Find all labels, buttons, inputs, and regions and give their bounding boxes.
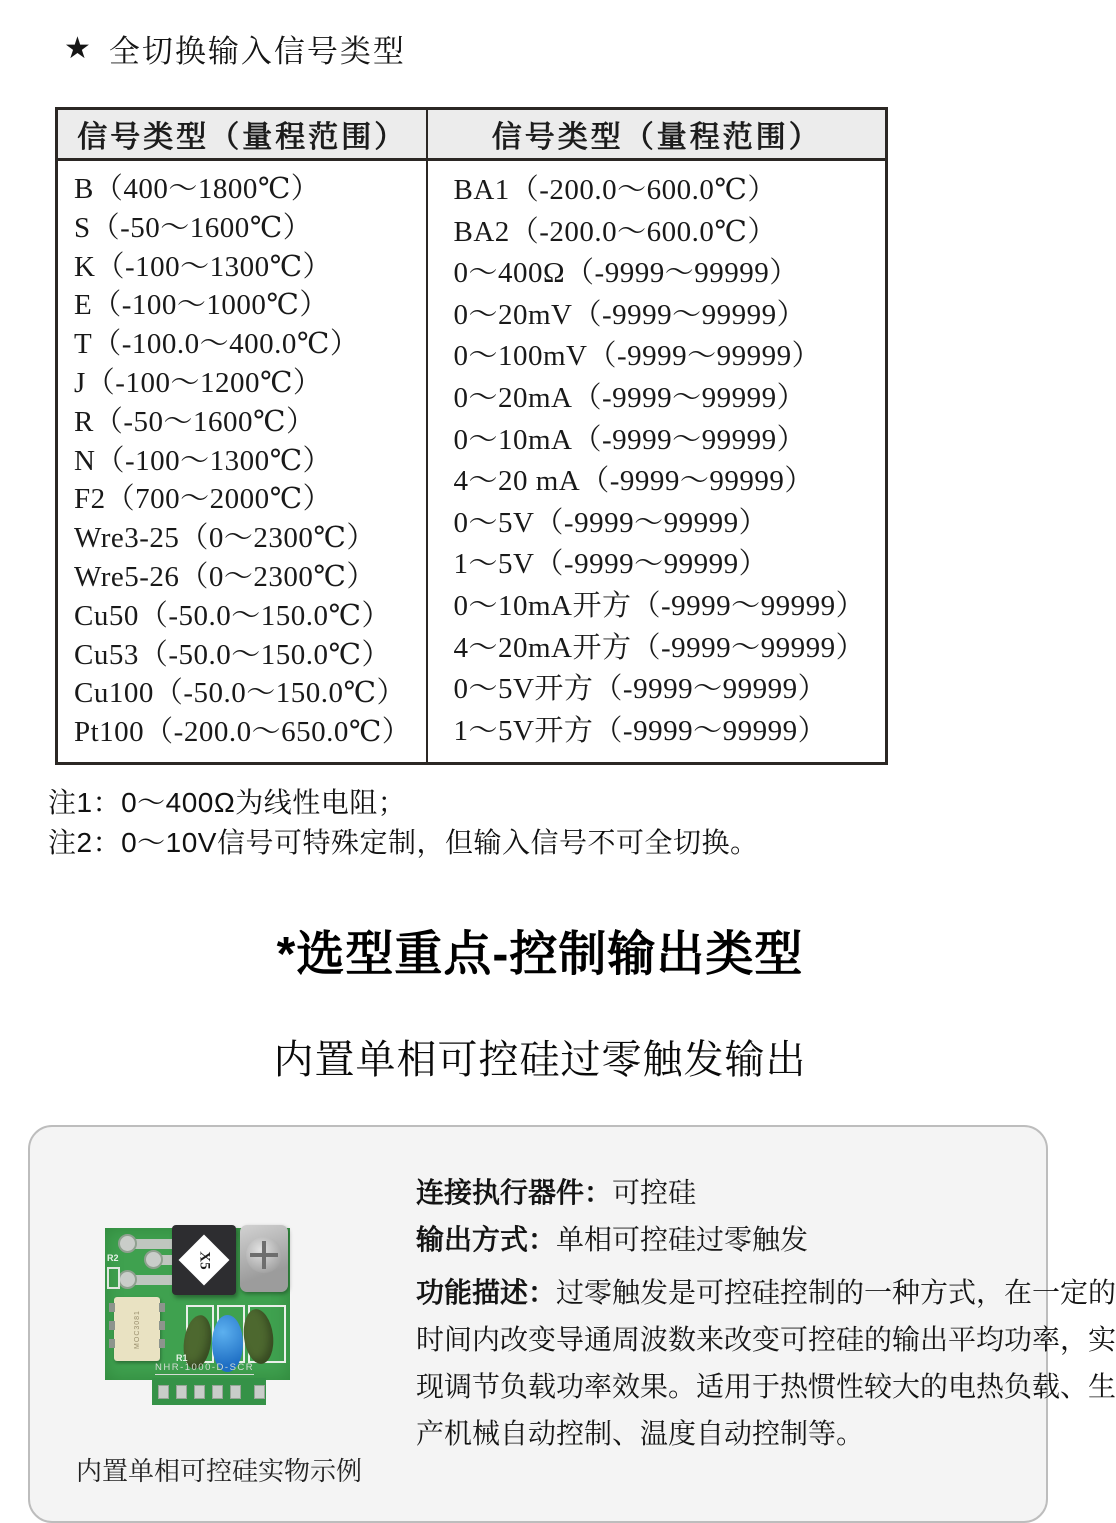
table-row: Wre3-25（0～2300℃） — [74, 522, 376, 555]
edge-pad — [194, 1385, 205, 1399]
table-row: 0～20mA（-9999～99999） — [453, 381, 807, 414]
feature-label: 功能描述： — [416, 1277, 557, 1309]
edge-pad — [212, 1385, 223, 1399]
table-row: J（-100～1200℃） — [74, 366, 323, 399]
section-heading: *选型重点-控制输出类型 — [276, 928, 804, 982]
table-row: BA1（-200.0～600.0℃） — [453, 174, 777, 206]
edge-pad — [230, 1385, 241, 1399]
table-row: 1～5V开方（-9999～99999） — [453, 714, 828, 747]
note-2: 注2：0～10V信号可特殊定制，但输入信号不可全切换。 — [48, 827, 759, 859]
signal-type-table — [55, 107, 888, 765]
table-row: Cu100（-50.0～150.0℃） — [74, 677, 406, 710]
feature-label: 连接执行器件： — [416, 1177, 613, 1209]
table-row: 4～20 mA（-9999～99999） — [453, 465, 814, 498]
table-row: 0～400Ω（-9999～99999） — [453, 257, 799, 290]
table-header-right: 信号类型（量程范围） — [428, 110, 885, 161]
feature-line — [416, 1216, 1036, 1263]
feature-label: 输出方式： — [416, 1224, 557, 1256]
table-row: Cu53（-50.0～150.0℃） — [74, 638, 391, 671]
pcb-r1-label: R1 — [176, 1353, 188, 1364]
smd-footprint — [107, 1267, 120, 1289]
table-row: 0～10mA开方（-9999～99999） — [453, 589, 866, 622]
triac-chip — [172, 1225, 236, 1295]
table-row: K（-100～1300℃） — [74, 250, 333, 283]
optocoupler-label: MOC3081 — [133, 1309, 141, 1349]
output-feature-card — [28, 1125, 1116, 1523]
table-row: S（-50～1600℃） — [74, 211, 313, 244]
table-row: 4～20mA开方（-9999～99999） — [453, 631, 866, 664]
feature-value: 过零触发是可控硅控制的一种方式，在一定的 — [556, 1277, 1116, 1309]
pcb-photo — [100, 1223, 326, 1413]
chip-pin — [159, 1321, 165, 1330]
table-row: R（-50～1600℃） — [74, 405, 316, 438]
star-icon: ★ — [64, 32, 93, 65]
pcb-model-label: NHR-1000-D-SCR — [155, 1362, 255, 1374]
feature-value: 单相可控硅过零触发 — [556, 1224, 809, 1256]
feature-line — [416, 1269, 1116, 1316]
table-row: Cu50（-50.0～150.0℃） — [74, 599, 391, 632]
table-row: N（-100～1300℃） — [74, 444, 333, 477]
table-row: 0～100mV（-9999～99999） — [453, 340, 822, 373]
pcb-edge-connector — [152, 1378, 266, 1405]
page-title-text: 全切换输入信号类型 — [108, 34, 406, 69]
section-subheading: 内置单相可控硅过零触发输出 — [273, 1038, 807, 1083]
feature-line — [416, 1169, 1036, 1216]
table-cell-left — [58, 161, 428, 762]
feature-value: 现调节负载功率效果。适用于热惯性较大的电热负载、生 — [416, 1371, 1116, 1403]
optocoupler-chip — [114, 1297, 160, 1361]
chip-sticker-text: X5 — [196, 1251, 213, 1270]
edge-pad — [176, 1385, 187, 1399]
edge-pad — [254, 1385, 265, 1399]
table-row: E（-100～1000℃） — [74, 289, 329, 322]
table-row: F2（700～2000℃） — [74, 483, 333, 516]
pcb-caption: 内置单相可控硅实物示例 — [76, 1456, 363, 1487]
table-row: 0～5V开方（-9999～99999） — [453, 673, 828, 706]
edge-pad — [158, 1385, 169, 1399]
chip-pin — [109, 1303, 115, 1312]
chip-sticker — [179, 1235, 230, 1286]
table-row: T（-100.0～400.0℃） — [74, 328, 360, 361]
table-cell-right — [428, 161, 885, 762]
table-notes — [48, 783, 1080, 863]
feature-description — [416, 1169, 1116, 1457]
table-row: 0～10mA（-9999～99999） — [453, 423, 807, 456]
chip-pin — [109, 1321, 115, 1330]
chip-pin — [159, 1339, 165, 1348]
table-row: Wre5-26（0～2300℃） — [74, 560, 376, 593]
table-row: 0～5V（-9999～99999） — [453, 506, 769, 539]
table-row: 0～20mV（-9999～99999） — [453, 298, 807, 331]
table-row: 1～5V（-9999～99999） — [453, 548, 769, 581]
page-title — [64, 26, 1080, 71]
chip-pin — [159, 1303, 165, 1312]
chip-pin — [109, 1339, 115, 1348]
note-1: 注1：0～400Ω为线性电阻； — [48, 787, 407, 819]
table-row: B（400～1800℃） — [74, 173, 321, 205]
table-row: Pt100（-200.0～650.0℃） — [74, 716, 412, 749]
feature-line — [416, 1316, 1116, 1363]
pcb-r2-label: R2 — [107, 1253, 119, 1264]
table-row: BA2（-200.0～600.0℃） — [453, 215, 777, 248]
feature-value: 产机械自动控制、温度自动控制等。 — [416, 1418, 865, 1450]
table-header-left: 信号类型（量程范围） — [58, 110, 428, 161]
feature-line — [416, 1410, 1036, 1457]
feature-value: 可控硅 — [612, 1177, 697, 1209]
feature-line — [416, 1363, 1116, 1410]
feature-value: 时间内改变导通周波数来改变可控硅的输出平均功率，实 — [416, 1324, 1116, 1356]
